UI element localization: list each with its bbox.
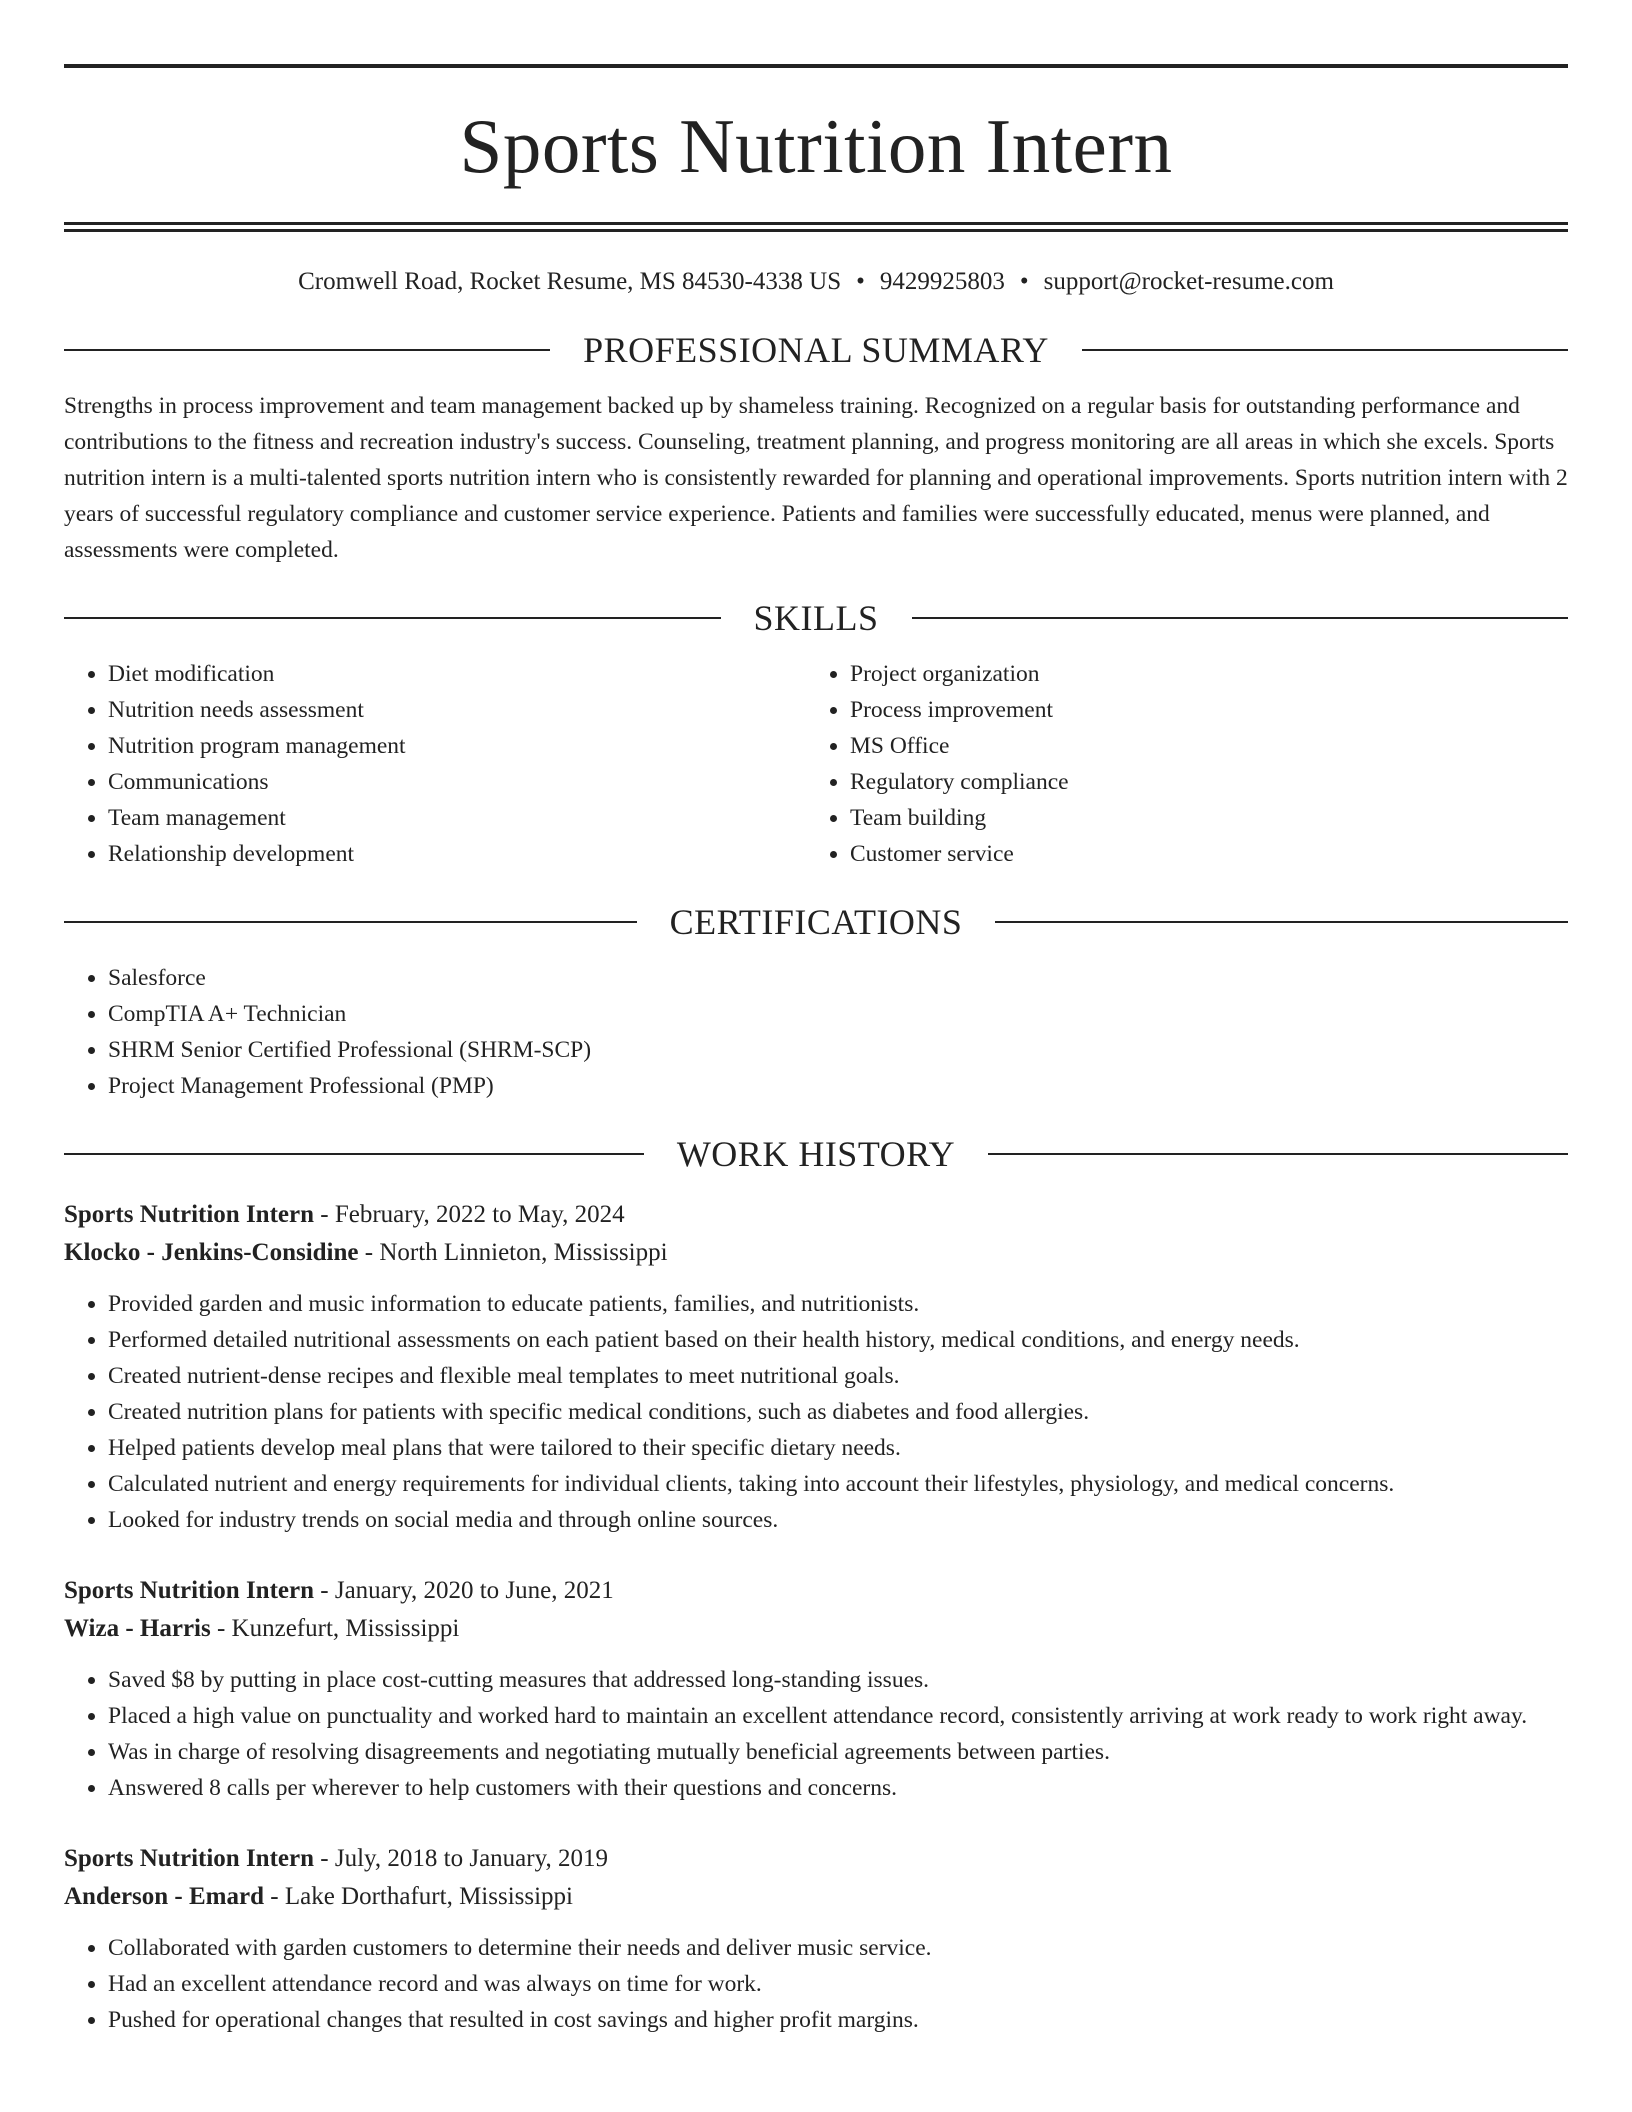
skills-column-left — [64, 656, 806, 872]
job-bullet: • Looked for industry trends on social media and through online sources. — [108, 1502, 1568, 1538]
section-rule-right — [995, 921, 1568, 923]
section-title-skills: SKILLS — [753, 598, 879, 638]
job-bullet: • Created nutrition plans for patients with specific medical conditions, such as diabetes and food allergies. — [108, 1394, 1568, 1430]
section-rule-right — [988, 1153, 1568, 1155]
skills-column-right — [806, 656, 1548, 872]
resume-page — [64, 64, 1568, 2038]
skill-item: • Customer service — [850, 836, 1548, 872]
job-dates: - February, 2022 to May, 2024 — [314, 1201, 625, 1228]
skill-item: • Regulatory compliance — [850, 764, 1548, 800]
job-location: - Kunzefurt, Mississippi — [210, 1615, 460, 1642]
job-role: Sports Nutrition Intern — [64, 1845, 315, 1872]
section-header-summary — [64, 326, 1568, 374]
job-bullet: • Was in charge of resolving disagreements and negotiating mutually beneficial agreements between parties. — [108, 1734, 1568, 1770]
job-dates: - January, 2020 to June, 2021 — [314, 1577, 614, 1604]
section-title-certifications: CERTIFICATIONS — [669, 902, 963, 942]
skill-item: • Relationship development — [108, 836, 806, 872]
job-title-line — [64, 1572, 1568, 1610]
job-location: - North Linnieton, Mississippi — [358, 1239, 668, 1266]
job-bullet: • Helped patients develop meal plans that were tailored to their specific dietary needs. — [108, 1430, 1568, 1466]
skill-item: • Process improvement — [850, 692, 1548, 728]
job-bullet: • Saved $8 by putting in place cost-cutting measures that addressed long-standing issues. — [108, 1662, 1568, 1698]
certification-item: • CompTIA A+ Technician — [108, 996, 1568, 1032]
job-dates: - July, 2018 to January, 2019 — [314, 1845, 608, 1872]
job-entry — [64, 1840, 1568, 2038]
job-bullet: • Provided garden and music information to educate patients, families, and nutritionists. — [108, 1286, 1568, 1322]
section-rule-left — [64, 1153, 644, 1155]
job-bullet: • Performed detailed nutritional assessments on each patient based on their health history, medical conditions, and energy needs. — [108, 1322, 1568, 1358]
job-company-line — [64, 1234, 1568, 1272]
job-role: Sports Nutrition Intern — [64, 1201, 315, 1228]
job-company: Wiza - Harris — [64, 1615, 211, 1642]
section-header-certifications — [64, 898, 1568, 946]
skill-item: • Team building — [850, 800, 1548, 836]
skill-item: • Communications — [108, 764, 806, 800]
contact-separator: • — [1019, 268, 1029, 295]
job-bullet: • Pushed for operational changes that resulted in cost savings and higher profit margins. — [108, 2002, 1568, 2038]
skill-item: • Project organization — [850, 656, 1548, 692]
section-rule-left — [64, 349, 550, 351]
section-rule-right — [1082, 349, 1568, 351]
job-title-line — [64, 1840, 1568, 1878]
summary-text: Strengths in process improvement and team management backed up by shameless training. Recognized on a regular basis for outstanding performance and contributions to the fitness and recreation industry's success. Counseling, treatment planning, and progress monitoring are all areas in which she excels. Sports nutrition intern is a multi-talented sports nutrition intern who is consistently rewarded for planning and operational improvements. Sports nutrition intern with 2 years of successful regulatory compliance and customer service experience. Patients and families were successfully educated, menus were planned, and assessments were completed. — [64, 393, 1568, 563]
contact-address: Cromwell Road, Rocket Resume, MS 84530-4338 US — [298, 268, 842, 295]
job-bullets — [64, 1286, 1568, 1538]
job-role: Sports Nutrition Intern — [64, 1577, 315, 1604]
job-company-line — [64, 1878, 1568, 1916]
double-rule — [64, 222, 1568, 232]
skills-list — [64, 656, 1568, 872]
section-rule-left — [64, 921, 637, 923]
job-bullet: • Answered 8 calls per wherever to help customers with their questions and concerns. — [108, 1770, 1568, 1806]
job-company: Klocko - Jenkins-Considine — [64, 1239, 359, 1266]
certification-item: • Project Management Professional (PMP) — [108, 1068, 1568, 1104]
section-header-work-history — [64, 1130, 1568, 1178]
job-bullets — [64, 1930, 1568, 2038]
skill-item: • Team management — [108, 800, 806, 836]
job-bullet: • Created nutrient-dense recipes and flexible meal templates to meet nutritional goals. — [108, 1358, 1568, 1394]
skill-item: • Diet modification — [108, 656, 806, 692]
section-header-skills — [64, 594, 1568, 642]
job-bullets — [64, 1662, 1568, 1806]
job-bullet: • Placed a high value on punctuality and worked hard to maintain an excellent attendance record, consistently arriving at work ready to work right away. — [108, 1698, 1568, 1734]
contact-phone: 9429925803 — [879, 268, 1005, 295]
certifications-list — [64, 960, 1568, 1104]
top-rule — [64, 64, 1568, 68]
job-company: Anderson - Emard — [64, 1883, 265, 1910]
contact-email: support@rocket-resume.com — [1043, 268, 1334, 295]
skill-item: • MS Office — [850, 728, 1548, 764]
skill-item: • Nutrition needs assessment — [108, 692, 806, 728]
certification-item: • SHRM Senior Certified Professional (SHRM-SCP) — [108, 1032, 1568, 1068]
job-bullet: • Had an excellent attendance record and was always on time for work. — [108, 1966, 1568, 2002]
contact-line — [64, 264, 1568, 300]
section-rule-right — [912, 617, 1569, 619]
job-bullet: • Collaborated with garden customers to determine their needs and deliver music service. — [108, 1930, 1568, 1966]
contact-separator: • — [856, 268, 865, 295]
job-entry — [64, 1196, 1568, 1538]
job-company-line — [64, 1610, 1568, 1648]
job-title-line — [64, 1196, 1568, 1234]
section-rule-left — [64, 617, 721, 619]
section-title-summary: PROFESSIONAL SUMMARY — [583, 330, 1049, 370]
section-title-work-history: WORK HISTORY — [676, 1134, 956, 1174]
certification-item: • Salesforce — [108, 960, 1568, 996]
job-location: - Lake Dorthafurt, Mississippi — [264, 1883, 573, 1910]
candidate-name: Sports Nutrition Intern — [459, 103, 1173, 189]
skill-item: • Nutrition program management — [108, 728, 806, 764]
job-entry — [64, 1572, 1568, 1806]
job-bullet: • Calculated nutrient and energy requirements for individual clients, taking into account their lifestyles, physiology, and medical concerns. — [108, 1466, 1568, 1502]
